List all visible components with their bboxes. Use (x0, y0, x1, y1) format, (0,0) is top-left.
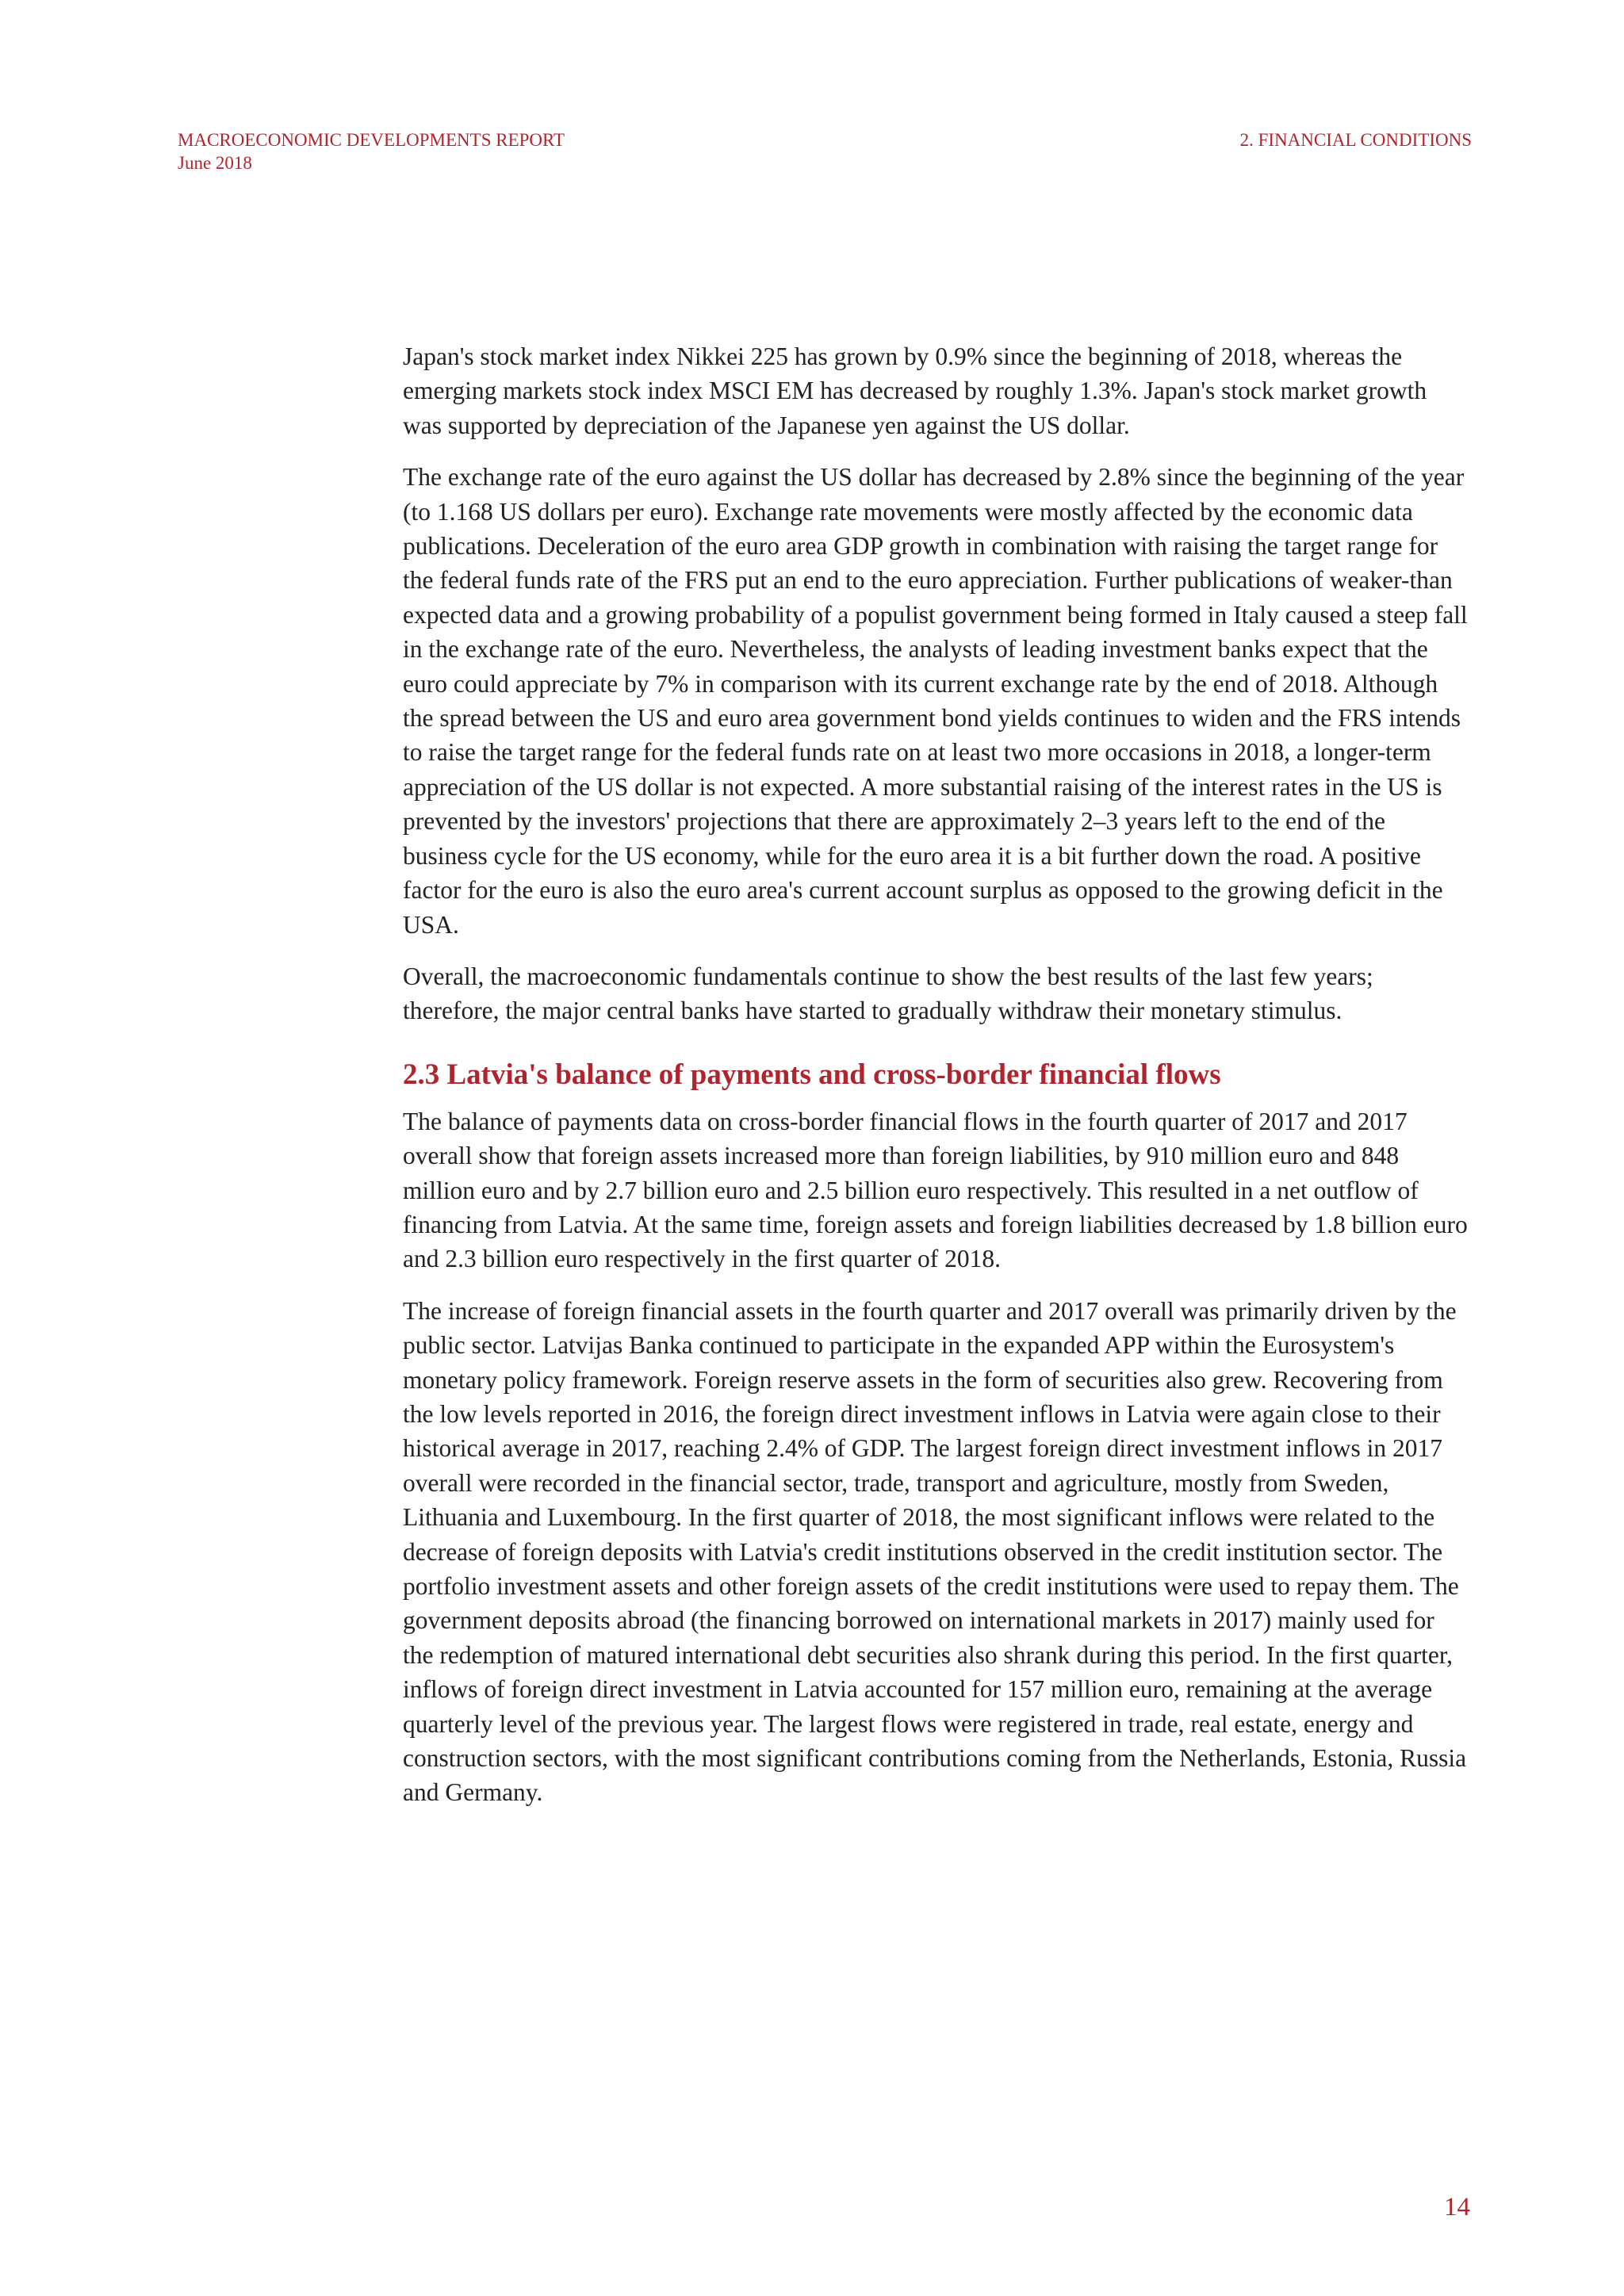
paragraph-fundamentals: Overall, the macroeconomic fundamentals continue to show the best results of the last few years; therefore, the major central banks have started to gradually withdraw their monetary stimulus. (403, 962, 1373, 1025)
paragraph-exchange-rate: The exchange rate of the euro against the US dollar has decreased by 2.8% since the beginning of the year (to 1.168 US dollars per euro). Exchange rate movements were mostly affected by the economic data publications. Deceleration of the euro area GDP growth in combination with raising the target range for the federal funds rate of the FRS put an end to the euro appreciation. Further publications of weaker-than expected data and a growing probability of a populist government being formed in Italy caused a steep fall in the exchange rate of the euro. Nevertheless, the analysts of leading investment banks expect that the euro could appreciate by 7% in comparison with its current exchange rate by the end of 2018. Although the spread between the US and euro area government bond yields continues to widen and the FRS intends to raise the target range for the federal funds rate on at least two more occasions in 2018, a longer-term appreciation of the US dollar is not expected. A more substantial raising of the interest rates in the US is prevented by the investors' projections that there are approximately 2–3 years left to the end of the business cycle for the US economy, while for the euro area it is a bit further down the road. A positive factor for the euro is also the euro area's current account surplus as opposed to the growing deficit in the USA. (403, 463, 1468, 939)
paragraph-stock-markets: Japan's stock market index Nikkei 225 has grown by 0.9% since the beginning of 2018, whereas the emerging markets stock index MSCI EM has decreased by roughly 1.3%. Japan's stock market growth was supported by depreciation of the Japanese yen against the US dollar. (403, 342, 1427, 439)
page-number: 14 (1444, 2193, 1470, 2221)
paragraph-balance-of-payments: The balance of payments data on cross-border financial flows in the fourth quarter of 2017 and 2017 overall show that foreign assets increased more than foreign liabilities, by 910 million euro and 848 million euro and by 2.7 billion euro and 2.5 billion euro respectively. This resulted in a net outflow of financing from Latvia. At the same time, foreign assets and foreign liabilities decreased by 1.8 billion euro and 2.3 billion euro respectively in the first quarter of 2018. (403, 1107, 1468, 1273)
chapter-title: 2. FINANCIAL CONDITIONS (1239, 130, 1472, 150)
report-title: MACROECONOMIC DEVELOPMENTS REPORT (178, 130, 565, 150)
paragraph-foreign-assets: The increase of foreign financial assets in the fourth quarter and 2017 overall was primarily driven by the public sector. Latvijas Banka continued to participate in the expanded APP within the Eurosystem's monetary policy framework. Foreign reserve assets in the form of securities also grew. Recovering from the low levels reported in 2016, the foreign direct investment inflows in Latvia were again close to their historical average in 2017, reaching 2.4% of GDP. The largest foreign direct investment inflows in 2017 overall were recorded in the financial sector, trade, transport and agriculture, mostly from Sweden, Lithuania and Luxembourg. In the first quarter of 2018, the most significant inflows were related to the decrease of foreign deposits with Latvia's credit institutions observed in the credit institution sector. The portfolio investment assets and other foreign assets of the credit institutions were used to repay them. The government deposits abroad (the financing borrowed on international markets in 2017) mainly used for the redemption of matured international debt securities also shrank during this period. In the first quarter, inflows of foreign direct investment in Latvia accounted for 157 million euro, remaining at the average quarterly level of the previous year. The largest flows were registered in trade, real estate, energy and construction sectors, with the most significant contributions coming from the Netherlands, Estonia, Russia and Germany. (403, 1296, 1467, 1807)
section-heading: 2.3 Latvia's balance of payments and cross-border financial flows (403, 1058, 1221, 1091)
header-left (178, 128, 565, 174)
main-content (403, 339, 1470, 1827)
page-header (178, 128, 1472, 176)
report-date: June 2018 (178, 153, 252, 173)
